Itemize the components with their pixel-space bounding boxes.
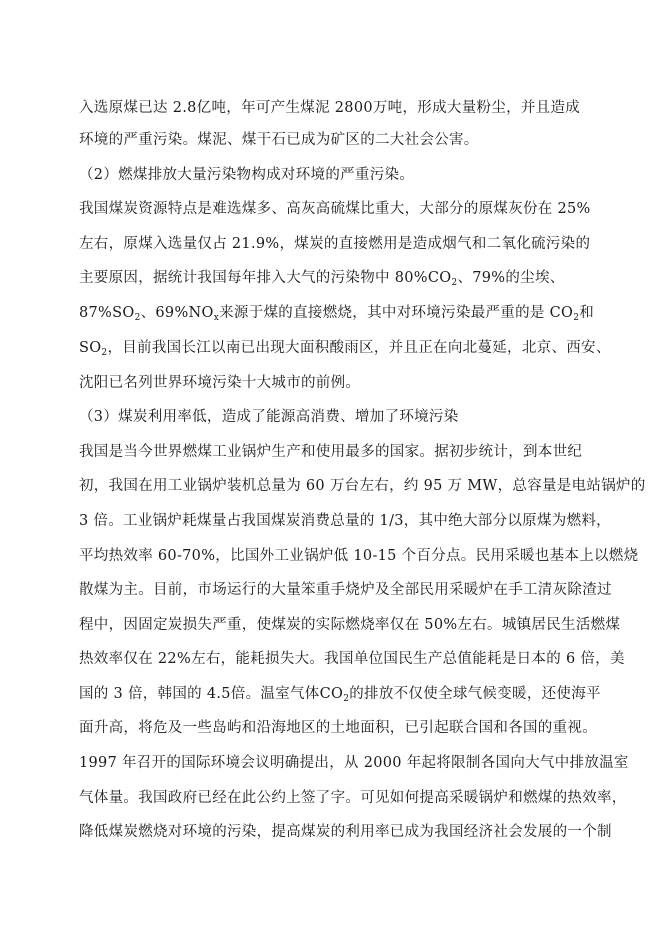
text-line-5: 左右，原煤入选量仅占 21.9%，煤炭的直接燃用是造成烟气和二氧化硫污染的 <box>79 236 591 252</box>
text-line-12: 初，我国在用工业锅炉装机总量为 60 万台左右，约 95 万 MW，总容量是电站锅炉的 <box>79 478 646 494</box>
text-line-6: 主要原因，据统计我国每年排入大气的污染物中 $80\%CO_2$、79%的尘埃、 <box>79 270 565 288</box>
section-heading-2: （2）燃煤排放大量污染物构成对环境的严重污染。 <box>79 167 415 183</box>
section-heading-3: （3）煤炭利用率低，造成了能源高消费、增加了环境污染 <box>79 409 459 425</box>
text-line-2: 环境的严重污染。煤泥、煤干石已成为矿区的二大社会公害。 <box>79 132 479 148</box>
text-line-15: 散煤为主。目前，市场运行的大量笨重手烧炉及全部民用采暖炉在手工清灰除渣过 <box>79 582 612 598</box>
text-line-9: 沈阳已名列世界环境污染十大城市的前例。 <box>79 375 361 391</box>
text-line-8: $SO_2$，目前我国长江以南已出现大面积酸雨区，并且正在向北蔓延，北京、西安、 <box>79 340 611 358</box>
text-line-11: 我国是当今世界燃煤工业锅炉生产和使用最多的国家。据初步统计，到本世纪 <box>79 444 583 460</box>
text-line-21: 气体量。我国政府已经在此公约上签了字。可见如何提高采暖锅炉和燃煤的热效率， <box>79 790 627 806</box>
text-line-19: 面升高，将危及一些岛屿和沿海地区的土地面积，已引起联合国和各国的重视。 <box>79 720 597 736</box>
text-line-16: 程中，因固定炭损失严重，使煤炭的实际燃烧率仅在 50%左右。城镇居民生活燃煤 <box>79 617 621 633</box>
text-line-14: 平均热效率 60-70%，比国外工业锅炉低 10-15 个百分点。民用采暖也基本上以燃烧 <box>79 548 639 564</box>
text-line-1: 入选原煤已达 2.8亿吨，年可产生煤泥 2800万吨，形成大量粉尘，并且造成 <box>79 100 581 116</box>
text-line-13: 3 倍。工业锅炉耗煤量占我国煤炭消费总量的 1/3，其中绝大部分以原煤为燃料， <box>79 513 611 529</box>
text-line-4: 我国煤炭资源特点是难选煤多、高灰高硫煤比重大，大部分的原煤灰份在 25% <box>79 201 591 217</box>
text-line-18: 国的 3 倍，韩国的 4.5倍。温室气体$CO_2$的排放不仅使全球气候变暖，还使海平 <box>79 686 601 704</box>
text-line-7: $87\%SO_2$、$69\%NO_x$来源于煤的直接燃烧，其中对环境污染最严重的是 $CO_2$和 <box>79 305 595 323</box>
text-line-20: 1997 年召开的国际环境会议明确提出，从 2000 年起将限制各国向大气中排放温室 <box>79 755 629 771</box>
text-line-17: 热效率仅在 22%左右，能耗损失大。我国单位国民生产总值能耗是日本的 6 倍，美 <box>79 651 625 667</box>
text-line-22: 降低煤炭燃烧对环境的污染，提高煤炭的利用率已成为我国经济社会发展的一个制 <box>79 824 612 840</box>
